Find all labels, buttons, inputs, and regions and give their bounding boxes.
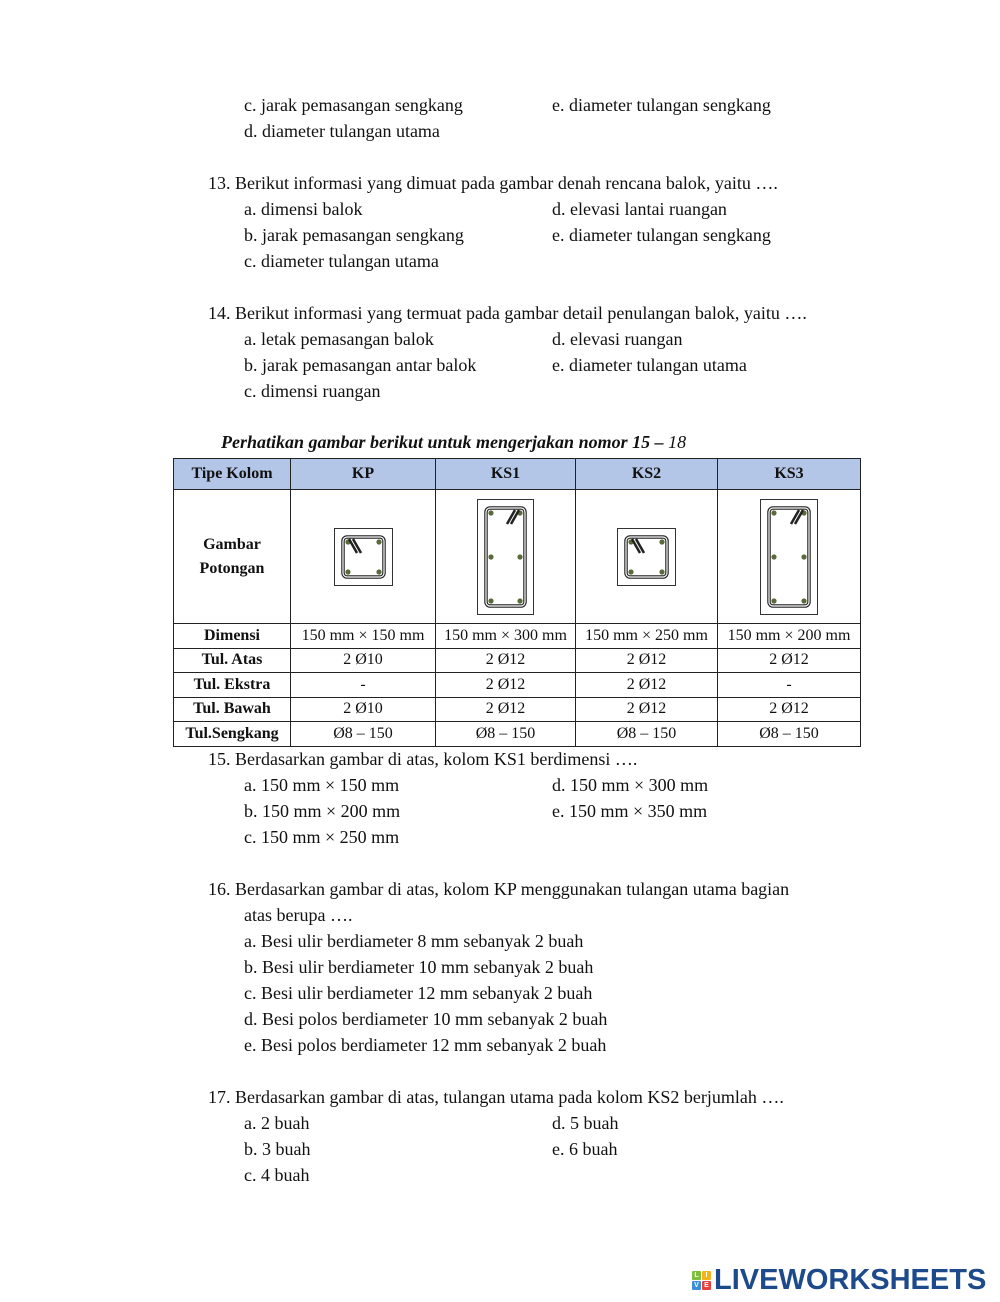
table-row xyxy=(174,624,861,649)
logo-text: LIVEWORKSHEETS xyxy=(714,1264,987,1296)
table-row xyxy=(174,673,861,698)
text-line: d. diameter tulangan utama xyxy=(244,121,440,141)
header-cell: KS3 xyxy=(718,459,861,490)
heading-number: 18 xyxy=(663,432,687,452)
column-table xyxy=(173,458,861,747)
table-cell: Ø8 – 150 xyxy=(576,722,718,747)
column-section-icon xyxy=(617,528,676,586)
table-cell: 2 Ø12 xyxy=(718,648,861,673)
text-line: d. Besi polos berdiameter 10 mm sebanyak 2 buah xyxy=(244,1009,608,1029)
table-cell: 2 Ø10 xyxy=(291,697,436,722)
text-line: b. 150 mm × 200 mm xyxy=(244,801,401,821)
text-line: e. Besi polos berdiameter 12 mm sebanyak 2 buah xyxy=(244,1035,607,1055)
text-line: b. jarak pemasangan sengkang xyxy=(244,225,464,245)
logo-tile: I xyxy=(702,1271,711,1280)
column-section-icon xyxy=(477,499,534,615)
text-line: a. Besi ulir berdiameter 8 mm sebanyak 2 buah xyxy=(244,931,584,951)
section-drawing-ks2 xyxy=(576,490,718,624)
table-cell: 2 Ø12 xyxy=(436,648,576,673)
section-heading xyxy=(221,432,686,453)
text-line: atas berupa …. xyxy=(244,905,353,925)
column-section-icon xyxy=(334,528,393,586)
text-line: c. 4 buah xyxy=(244,1165,310,1185)
header-cell: KS1 xyxy=(436,459,576,490)
text-line: a. 2 buah xyxy=(244,1113,310,1133)
text-line: b. Besi ulir berdiameter 10 mm sebanyak 2 buah xyxy=(244,957,594,977)
text-line: c. 150 mm × 250 mm xyxy=(244,827,400,847)
row-label xyxy=(174,490,291,624)
label-line: Potongan xyxy=(199,559,265,577)
text-line: e. diameter tulangan utama xyxy=(552,355,747,375)
header-cell: KP xyxy=(291,459,436,490)
text-line: 15. Berdasarkan gambar di atas, kolom KS1 berdimensi …. xyxy=(208,749,638,769)
table-cell: 2 Ø12 xyxy=(576,697,718,722)
text-line: c. Besi ulir berdiameter 12 mm sebanyak 2 buah xyxy=(244,983,593,1003)
text-line: e. 150 mm × 350 mm xyxy=(552,801,708,821)
table-cell: Ø8 – 150 xyxy=(718,722,861,747)
heading-text: Perhatikan gambar berikut untuk mengerjakan nomor 15 – xyxy=(221,432,664,452)
text-line: e. 6 buah xyxy=(552,1139,618,1159)
table-cell: Ø8 – 150 xyxy=(436,722,576,747)
text-line: 16. Berdasarkan gambar di atas, kolom KP menggunakan tulangan utama bagian xyxy=(208,879,790,899)
header-cell: KS2 xyxy=(576,459,718,490)
text-line: c. dimensi ruangan xyxy=(244,381,381,401)
table-cell: 2 Ø10 xyxy=(291,648,436,673)
row-label: Tul.Sengkang xyxy=(174,722,291,747)
table-header-row xyxy=(174,459,861,490)
table-row xyxy=(174,648,861,673)
text-line: a. 150 mm × 150 mm xyxy=(244,775,400,795)
logo-tiles-icon xyxy=(692,1271,711,1290)
text-line: b. jarak pemasangan antar balok xyxy=(244,355,477,375)
label-line: Gambar xyxy=(203,535,261,553)
text-line: c. jarak pemasangan sengkang xyxy=(244,95,463,115)
table-cell: 150 mm × 200 mm xyxy=(718,624,861,649)
table-cell: 150 mm × 300 mm xyxy=(436,624,576,649)
table-cell: 2 Ø12 xyxy=(436,697,576,722)
text-line: c. diameter tulangan utama xyxy=(244,251,439,271)
table-row xyxy=(174,722,861,747)
text-line: a. letak pemasangan balok xyxy=(244,329,434,349)
table-row xyxy=(174,697,861,722)
text-line: b. 3 buah xyxy=(244,1139,311,1159)
section-drawing-kp xyxy=(291,490,436,624)
table-cell: Ø8 – 150 xyxy=(291,722,436,747)
row-label: Dimensi xyxy=(174,624,291,649)
text-line: d. 5 buah xyxy=(552,1113,619,1133)
table-cell: 2 Ø12 xyxy=(576,648,718,673)
section-drawing-ks3 xyxy=(718,490,861,624)
section-drawing-ks1 xyxy=(436,490,576,624)
column-section-icon xyxy=(760,499,818,615)
table-cell: 150 mm × 150 mm xyxy=(291,624,436,649)
text-line: e. diameter tulangan sengkang xyxy=(552,225,771,245)
text-line: d. elevasi ruangan xyxy=(552,329,683,349)
table-cell: 2 Ø12 xyxy=(576,673,718,698)
row-label: Tul. Atas xyxy=(174,648,291,673)
table-cell: - xyxy=(291,673,436,698)
logo-tile: L xyxy=(692,1271,701,1280)
table-row xyxy=(174,490,861,624)
table-cell: 2 Ø12 xyxy=(436,673,576,698)
liveworksheets-logo xyxy=(692,1264,986,1297)
text-line: 14. Berikut informasi yang termuat pada gambar detail penulangan balok, yaitu …. xyxy=(208,303,807,323)
text-line: d. 150 mm × 300 mm xyxy=(552,775,709,795)
logo-tile: E xyxy=(702,1281,711,1290)
text-line: e. diameter tulangan sengkang xyxy=(552,95,771,115)
logo-tile: V xyxy=(692,1281,701,1290)
text-line: 17. Berdasarkan gambar di atas, tulangan utama pada kolom KS2 berjumlah …. xyxy=(208,1087,784,1107)
row-label: Tul. Ekstra xyxy=(174,673,291,698)
header-cell: Tipe Kolom xyxy=(174,459,291,490)
table-cell: 150 mm × 250 mm xyxy=(576,624,718,649)
text-line: d. elevasi lantai ruangan xyxy=(552,199,727,219)
text-line: 13. Berikut informasi yang dimuat pada gambar denah rencana balok, yaitu …. xyxy=(208,173,778,193)
table-cell: 2 Ø12 xyxy=(718,697,861,722)
table-cell: - xyxy=(718,673,861,698)
row-label: Tul. Bawah xyxy=(174,697,291,722)
text-line: a. dimensi balok xyxy=(244,199,363,219)
